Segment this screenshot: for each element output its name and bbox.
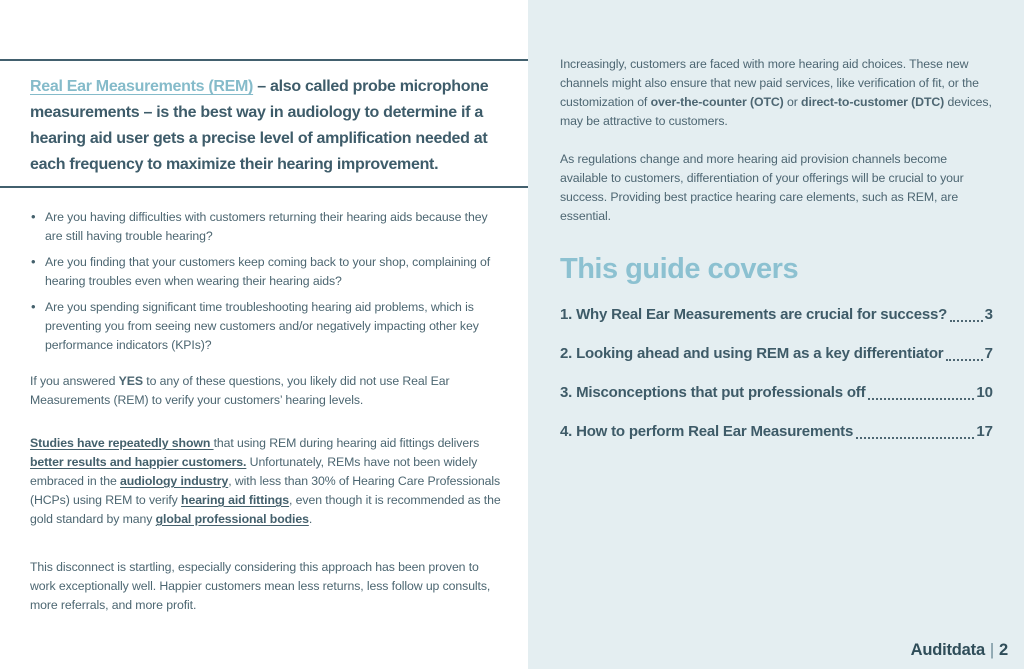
bullet-item: • Are you spending significant time troubleshooting hearing aid problems, which is preventing you from seeing new customers and/or negatively impacting other key performance indicators (KPIs)?: [30, 298, 504, 355]
toc-item[interactable]: [560, 344, 993, 364]
text-run: .: [308, 512, 313, 526]
toc-item-label: 3. Misconceptions that put professionals off: [560, 383, 866, 401]
text-run: devices, may be attractive to customers.: [560, 95, 992, 128]
toc-leader-dots: [950, 320, 983, 322]
inline-link-strong[interactable]: Real Ear Measurements (REM): [30, 78, 254, 95]
text-run: – also called probe microphone measurements – is the best way in audiology to determine if a hearing aid user gets a precise level of amplification needed at each frequency to maximize their hearing improvement.: [30, 78, 489, 173]
guide-covers-heading: This guide covers: [560, 253, 799, 285]
toc-page-number: 7: [984, 344, 993, 362]
paragraph-regulations: [560, 150, 993, 226]
page-footer: [911, 641, 1008, 660]
bullet-item: • Are you finding that your customers keep coming back to your shop, complaining of hearing troubles even when wearing their hearing aids?: [30, 253, 504, 291]
inline-bold-underline[interactable]: hearing aid fittings: [181, 493, 290, 507]
toc-leader-dots: [946, 359, 982, 361]
inline-bold: over-the-counter (OTC): [650, 95, 784, 109]
toc-item-label: 1. Why Real Ear Measurements are crucial for success?: [560, 305, 948, 323]
paragraph-increasingly: [560, 55, 993, 131]
inline-bold-underline[interactable]: global professional bodies: [155, 512, 309, 526]
toc-item[interactable]: [560, 305, 993, 325]
toc-page-number: 10: [976, 383, 993, 401]
text-run: As regulations change and more hearing aid provision channels become available to customers, differentiation of your offerings will be crucial to your success. Providing best practice hearing care elements, such as REM, are essential.: [560, 152, 964, 223]
text-run: or: [783, 95, 802, 109]
inline-bold: direct-to-customer (DTC): [801, 95, 945, 109]
text-run: that using REM during hearing aid fittings delivers: [213, 436, 480, 450]
intro-heading: [0, 61, 528, 186]
toc-item[interactable]: [560, 422, 993, 442]
inline-bold-underline[interactable]: better results and happier customers.: [30, 455, 247, 469]
toc-leader-dots: [868, 398, 974, 400]
table-of-contents: [560, 305, 993, 442]
toc-page-number: 3: [984, 305, 993, 323]
toc-item-label: 2. Looking ahead and using REM as a key differentiator: [560, 344, 944, 362]
text-run: If you answered: [30, 374, 119, 388]
footer-separator: |: [989, 641, 995, 659]
inline-bold-underline[interactable]: audiology industry: [120, 474, 229, 488]
toc-leader-dots: [856, 437, 974, 439]
paragraph-answered-yes: [30, 372, 504, 410]
text-run: to any of these questions, you likely did not use Real Ear Measurements (REM) to verify your customers’ hearing levels.: [30, 374, 450, 407]
text-run: This disconnect is startling, especially considering this approach has been proven to work exceptionally well. Happier customers mean less returns, less follow up consults, more referrals, and more profit.: [30, 560, 491, 612]
text-run: , even though it is recommended as the gold standard by many: [30, 493, 501, 526]
bottom-divider: [0, 186, 528, 188]
text-run: Unfortunately, REMs have not been widely embraced in the: [30, 455, 478, 488]
right-column: [528, 0, 1024, 669]
inline-bold-underline[interactable]: Studies have repeatedly shown: [30, 436, 214, 450]
toc-item[interactable]: [560, 383, 993, 403]
bullet-list: [30, 208, 504, 355]
paragraph-disconnect: [30, 558, 504, 615]
inline-bold: YES: [118, 374, 143, 388]
page-number: 2: [999, 641, 1008, 659]
brand-name: Auditdata: [910, 641, 985, 659]
left-body: [0, 208, 528, 615]
toc-item-label: 4. How to perform Real Ear Measurements: [560, 422, 854, 440]
paragraph-studies: [30, 434, 504, 529]
bullet-item: • Are you having difficulties with customers returning their hearing aids because they are still having trouble hearing?: [30, 208, 504, 246]
text-run: Increasingly, customers are faced with more hearing aid choices. These new channels might also ensure that new paid services, like verification of fit, or the customization of: [560, 57, 979, 109]
text-run: , with less than 30% of Hearing Care Professionals (HCPs) using REM to verify: [30, 474, 501, 507]
toc-page-number: 17: [976, 422, 993, 440]
